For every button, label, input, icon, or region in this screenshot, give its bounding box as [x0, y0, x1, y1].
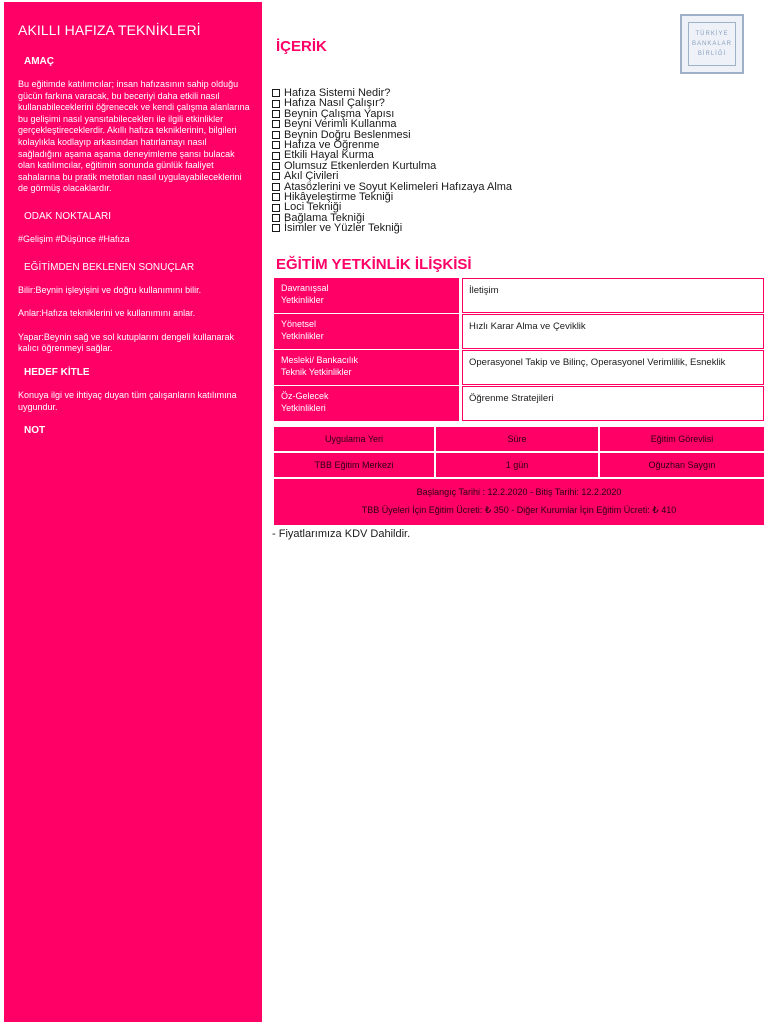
label-line: Yönetsel — [281, 319, 317, 329]
lira-icon: ₺ — [484, 505, 492, 516]
ucret-line — [362, 505, 676, 516]
ucret-uye-label: TBB Üyeleri İçin Eğitim Ücreti: — [361, 505, 483, 515]
yetkinlik-label — [274, 386, 459, 421]
list-item-label: Loci Tekniği — [284, 201, 342, 214]
list-item-label: Hafıza Sistemi Nedir? — [284, 87, 391, 99]
header-egitim-gorevlisi: Eğitim Görevlisi — [600, 427, 764, 451]
yetkinlik-title: EĞİTİM YETKİNLİK İLİŞKİSİ — [276, 256, 472, 273]
kdv-note: - Fiyatlarımıza KDV Dahildir. — [272, 528, 411, 540]
table-row — [274, 314, 764, 349]
checkbox-icon — [272, 110, 280, 118]
ucret-diger-value: 410 — [661, 505, 677, 515]
tbb-logo — [680, 14, 744, 74]
amac-heading: AMAÇ — [24, 56, 54, 67]
list-item-label: Beynin Çalışma Yapısı — [284, 107, 395, 120]
header-uygulama-yeri: Uygulama Yeri — [274, 427, 436, 451]
checkbox-icon — [272, 120, 280, 128]
list-item-label: İsimler ve Yüzler Tekniği — [284, 222, 403, 235]
checkbox-icon — [272, 162, 280, 170]
logo-line: TÜRKİYE — [695, 30, 729, 37]
tarih-text: Başlangıç Tarihi : 12.2.2020 - Bitiş Tarihi: 12.2.2020 — [416, 487, 622, 497]
amac-text: Bu eğitimde katılımcılar; insan hafızasının sahip olduğu gücün farkına varacak, bu beceriyi daha etkili nasıl kullanabileceklerini öğrenecek ve kendi çalışma alanlarına bu gelişimi nasıl yansıtabileceklerı ile ilgili etkinlikler gerçekleştireceklerdir. Akıllı hafıza tekniklerinin, bilgileri kolaylıkla kodlayıp arkasından hatırlamayı nasıl sağladığını aşama aşama deneyimleme şansı bulacak olan katılımcılar, eğitimin sonunda günlük faaliyet sahalarına bu pratik metotları nasıl uygulayabileceklerini de görmüş olacaklardır. — [18, 79, 250, 194]
label-line: Yetkinlikler — [281, 331, 324, 341]
tarih-ucret-block — [274, 479, 764, 525]
checkbox-icon — [272, 152, 280, 160]
list-item-label: Hikâyeleştirme Tekniği — [284, 191, 394, 204]
lira-icon: ₺ — [652, 505, 659, 516]
value-sure: 1 gün — [436, 453, 600, 477]
table-row — [274, 278, 764, 313]
yetkinlik-label — [274, 314, 459, 349]
list-item-label: Atasözlerini ve Soyut Kelimeleri Hafızaya Alma — [284, 180, 513, 193]
label-line: Yetkinlikler — [281, 295, 324, 305]
header-sure: Süre — [436, 427, 600, 451]
checkbox-icon — [272, 183, 280, 191]
checkbox-icon — [272, 214, 280, 222]
list-item-label: Olumsuz Etkenlerden Kurtulma — [284, 159, 437, 172]
label-line: Yetkinlikleri — [281, 403, 326, 413]
label-line: Teknik Yetkinlikler — [281, 367, 352, 377]
yetkinlik-value: Öğrenme Stratejileri — [462, 386, 764, 421]
checkbox-icon — [272, 89, 280, 97]
checkbox-icon — [272, 172, 280, 180]
info-value-row — [274, 453, 764, 477]
checkbox-icon — [272, 100, 280, 108]
label-line: Öz-Gelecek — [281, 391, 329, 401]
hedef-text: Konuya ilgi ve ihtiyaç duyan tüm çalışanların katılımına uygundur. — [18, 389, 237, 412]
label-line: Davranışsal — [281, 283, 329, 293]
logo-frame — [688, 22, 736, 66]
list-item-label: Beyni Verimli Kullanma — [284, 118, 397, 131]
hedef-heading: HEDEF KİTLE — [24, 366, 90, 378]
yetkinlik-value: Operasyonel Takip ve Bilinç, Operasyonel Verimlilik, Esneklik — [462, 350, 764, 385]
logo-line: BİRLİĞİ — [697, 50, 727, 57]
list-item-label: Etkili Hayal Kurma — [284, 149, 374, 162]
yetkinlik-value: Hızlı Karar Alma ve Çeviklik — [462, 314, 764, 349]
icerik-title: İÇERİK — [276, 38, 327, 55]
logo-line: BANKALAR — [691, 40, 732, 47]
list-item-label: Hafıza Nasıl Çalışır? — [284, 97, 385, 110]
checkbox-icon — [272, 204, 280, 212]
table-row — [274, 386, 764, 421]
sonuclar-heading: EĞİTİMDEN BEKLENEN SONUÇLAR — [24, 261, 195, 273]
odak-text: #Gelişim #Düşünce #Hafıza — [18, 233, 130, 244]
sonuc-yapar: Yapar:Beynin sağ ve sol kutuplarını dengeli kullanarak kalıcı öğrenmeyi sağlar. — [18, 331, 234, 354]
odak-heading: ODAK NOKTALARI — [24, 210, 112, 222]
egitim-info-table — [274, 427, 764, 525]
course-title: AKILLI HAFIZA TEKNİKLERİ — [18, 22, 201, 38]
info-header-row — [274, 427, 764, 451]
yetkinlik-value: İletişim — [462, 278, 764, 313]
icerik-list — [272, 88, 572, 234]
yetkinlik-label — [274, 350, 459, 385]
checkbox-icon — [272, 224, 280, 232]
list-item-label: Beynin Doğru Beslenmesi — [284, 128, 411, 141]
list-item-label: Hafıza ve Öğrenme — [284, 139, 380, 152]
checkbox-icon — [272, 193, 280, 201]
sonuc-anlar: Anlar:Hafıza tekniklerini ve kullanımını anlar. — [18, 308, 196, 319]
yetkinlik-table — [274, 278, 764, 422]
ucret-uye-value: 350 — [493, 505, 509, 515]
sonuc-bilir: Bilir:Beynin işleyişini ve doğru kullanımını bilir. — [18, 284, 202, 295]
value-uygulama-yeri: TBB Eğitim Merkezi — [274, 453, 436, 477]
table-row — [274, 350, 764, 385]
list-item-label: Bağlama Tekniği — [284, 211, 365, 224]
not-heading: NOT — [24, 425, 46, 437]
ucret-diger-label: - Diğer Kurumlar İçin Eğitim Ücreti: — [511, 505, 650, 515]
label-line: Mesleki/ Bankacılık — [281, 355, 359, 365]
list-item — [272, 223, 572, 233]
value-egitim-gorevlisi: Oğuzhan Saygın — [600, 453, 764, 477]
checkbox-icon — [272, 141, 280, 149]
sidebar — [4, 2, 262, 1022]
checkbox-icon — [272, 131, 280, 139]
list-item-label: Akıl Çivileri — [284, 170, 339, 183]
yetkinlik-label — [274, 278, 459, 313]
